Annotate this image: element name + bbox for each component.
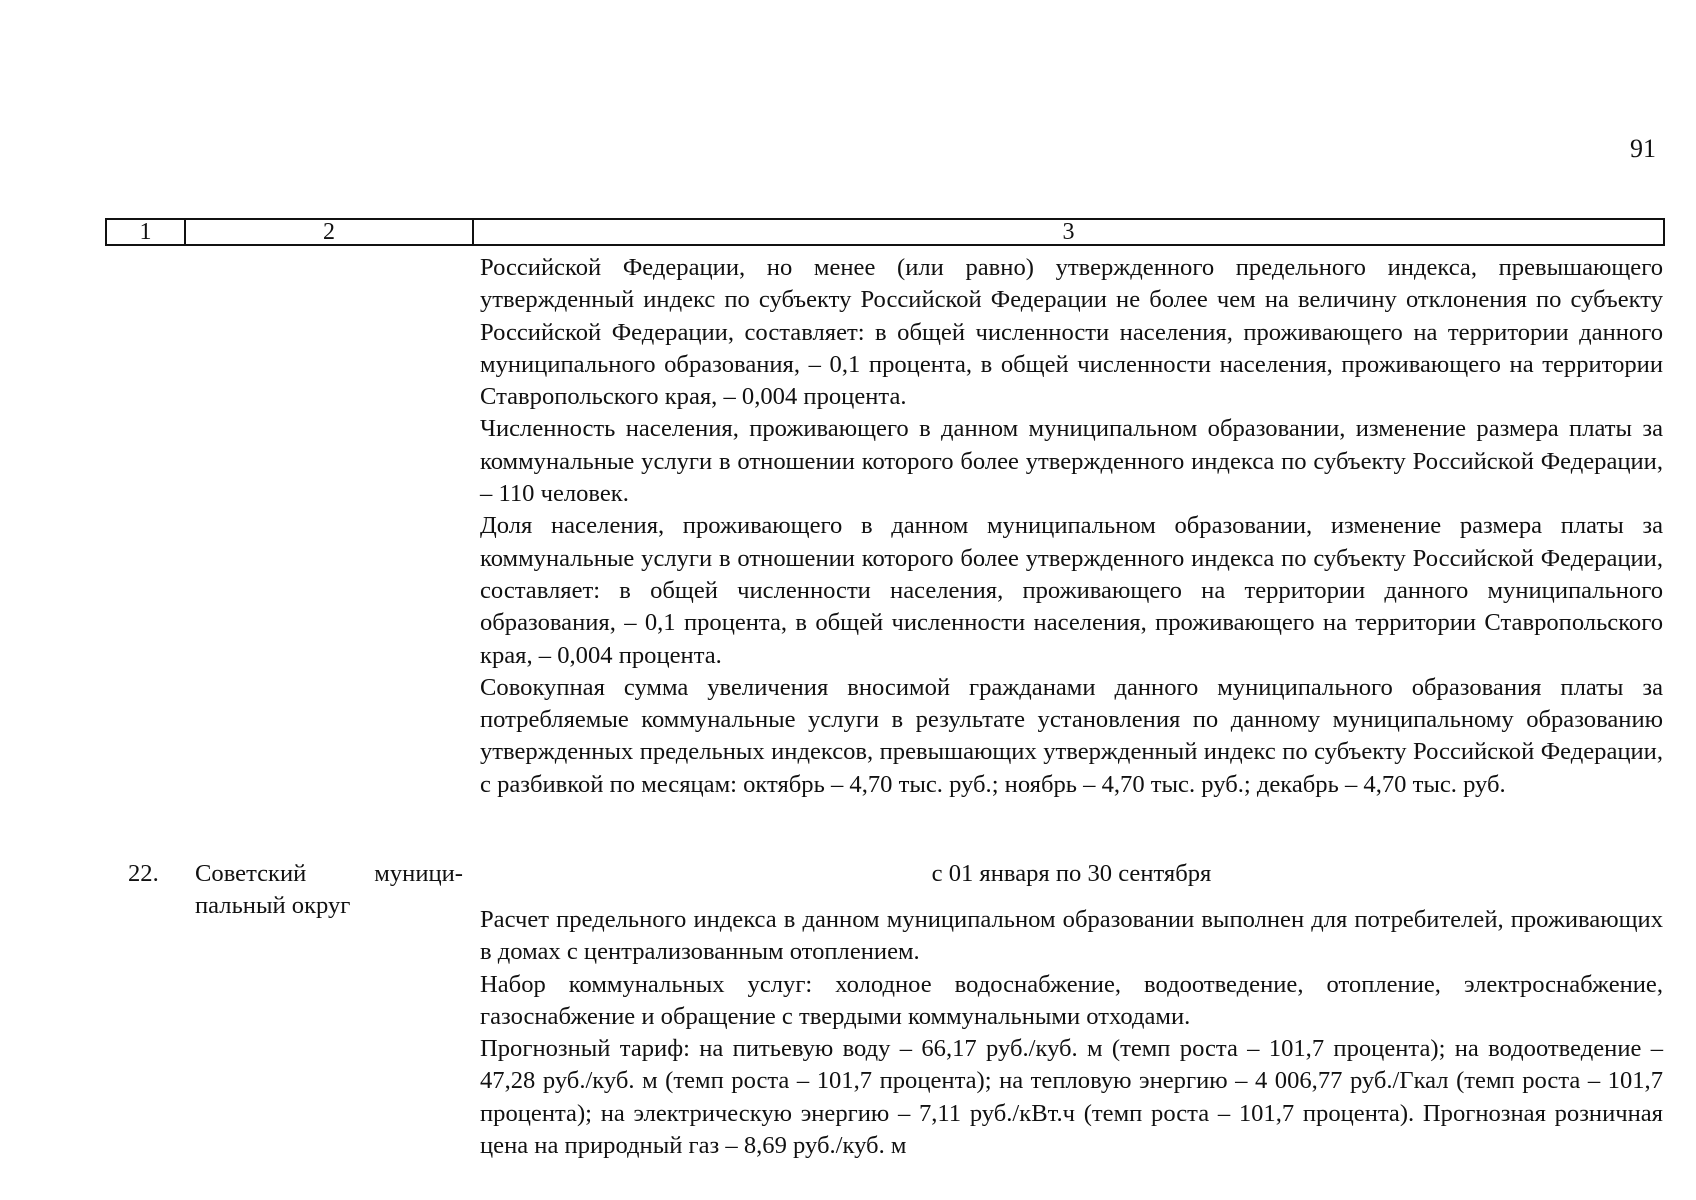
municipality-name-part-2: муници- — [374, 860, 463, 887]
page-number: 91 — [1630, 134, 1656, 163]
table-header-row — [105, 218, 1665, 246]
paragraph-population-count: Численность населения, проживающего в данном муниципальном образовании, изменение размера платы за коммунальные услуги в отношении которого более утвержденного индекса по субъекту Российской Федерации, – 110 человек. — [480, 415, 1663, 508]
paragraph-calculation-basis: Расчет предельного индекса в данном муниципальном образовании выполнен для потребителей, проживающих в домах с централизованным отоплением. — [480, 906, 1663, 966]
municipality-name — [195, 858, 463, 922]
municipality-name-part-1: Советский — [195, 860, 307, 887]
municipality-name-part-3: пальный округ — [195, 892, 351, 919]
paragraph-population-share: Доля населения, проживающего в данном муниципальном образовании, изменение размера платы за коммунальные услуги в отношении которого более утвержденного индекса по субъекту Российской Федерации, составляет: в общей численности населения, проживающего на территории данного муниципального образования, – 0,1 процента, в общей численности населения, проживающего на территории Ставропольского края, – 0,004 процента. — [480, 512, 1663, 669]
table-header-col-2: 2 — [186, 220, 474, 244]
continuation-cell — [480, 252, 1663, 801]
paragraph-services-set: Набор коммунальных услуг: холодное водоснабжение, водоотведение, отопление, электроснабжение, газоснабжение и обращение с твердыми коммунальными отходами. — [480, 970, 1663, 1030]
row-number: 22. — [128, 860, 159, 887]
paragraph-total-increase: Совокупная сумма увеличения вносимой гражданами данного муниципального образования платы за потребляемые коммунальные услуги в результате установления по данному муниципальному образованию утвержденных предельных индексов, превышающих утвержденный индекс по субъекту Российской Федерации, с разбивкой по месяцам: октябрь – 4,70 тыс. руб.; ноябрь – 4,70 тыс. руб.; декабрь – 4,70 тыс. руб. — [480, 673, 1663, 798]
row22-details-cell — [480, 904, 1663, 1162]
period-heading: с 01 января по 30 сентября — [931, 860, 1212, 887]
table-header-col-1: 1 — [107, 220, 186, 244]
paragraph-share-within-limit: Российской Федерации, но менее (или равно) утвержденного предельного индекса, превышающего утвержденный индекс по субъекту Российской Федерации не более чем на величину отклонения по субъекту Российской Федерации, составляет: в общей численности населения, проживающего на территории данного муниципального образования, – 0,1 процента, в общей численности населения, проживающего на территории Ставропольского края, – 0,004 процента. — [480, 254, 1663, 411]
table-header-col-3: 3 — [1062, 219, 1075, 245]
paragraph-forecast-tariff: Прогнозный тариф: на питьевую воду – 66,17 руб./куб. м (темп роста – 101,7 процента); на водоотведение – 47,28 руб./куб. м (темп роста – 101,7 процента); на тепловую энергию – 4 006,77 руб./Гкал (темп роста – 101,7 процента); на электрическую энергию – 7,11 руб./кВт.ч (темп роста – 101,7 процента). Прогнозная розничная цена на природный газ – 8,69 руб./куб. м — [480, 1035, 1663, 1160]
